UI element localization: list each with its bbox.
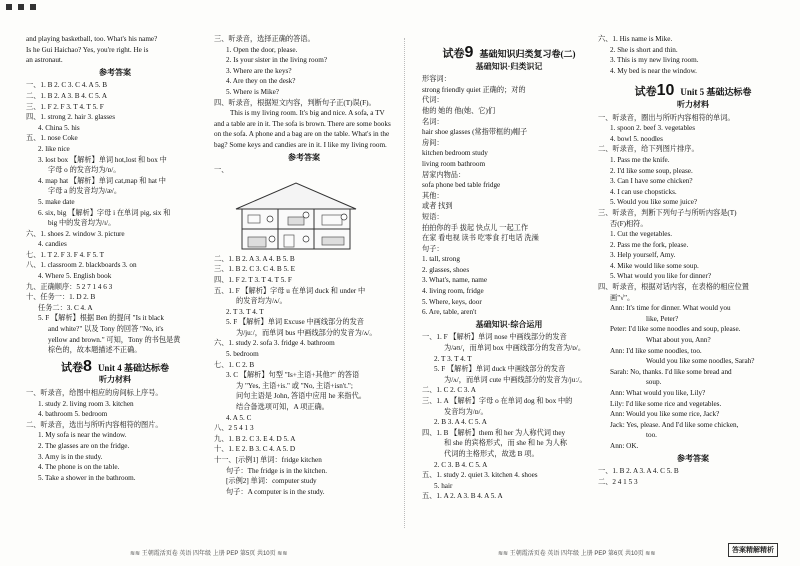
test-title bbox=[422, 44, 596, 61]
text-line: 十一、[示例1] 单词：fridge kitchen bbox=[214, 456, 322, 464]
answers-heading: 参考答案 bbox=[288, 152, 320, 162]
text-line: 2. B 3. A 4. C 5. A bbox=[434, 418, 487, 427]
text-line: big 中的发音均为/ɪ/。 bbox=[48, 219, 116, 228]
text-line: 三、听录音，判断下列句子与所听内容是(T) bbox=[598, 208, 737, 217]
text-line: 5. What would you like for dinner? bbox=[610, 272, 712, 281]
text-line: living room bathroom bbox=[422, 159, 486, 168]
text-line: 1. Open the door, please. bbox=[226, 45, 298, 54]
text-line: 名词： bbox=[422, 117, 444, 126]
text-line: 1. tall, strong bbox=[422, 255, 460, 264]
test-name: Unit 5 基础达标卷 bbox=[680, 87, 752, 98]
text-line: 4. map hat 【解析】单词 cat,map 和 hat 中 bbox=[38, 176, 166, 185]
text-line: 在家 看电视 读书 吃零食 打电话 洗澡 bbox=[422, 234, 539, 243]
text-line: 4. China 5. his bbox=[38, 123, 80, 132]
text-line: 的发音均为/ʌ/。 bbox=[236, 297, 287, 306]
text-line: 一、1. F 【解析】单词 nose 中画线部分的发音 bbox=[422, 333, 567, 342]
text-line: 3. This is my new living room. bbox=[610, 56, 699, 65]
test-name: 基础知识归类复习卷(二) bbox=[479, 49, 576, 59]
text-line: 问句主语是 John, 答语中应用 he 来指代。 bbox=[236, 392, 366, 401]
text-line: 八、2 5 4 1 3 bbox=[214, 424, 254, 433]
text-line: 2. Is your sister in the living room? bbox=[226, 56, 328, 65]
text-line: 3. C 【解析】句型 "Is+主语+其他?" 的答语 bbox=[226, 371, 360, 380]
corner-marks bbox=[6, 4, 36, 10]
text-line: 2. like nice bbox=[38, 144, 70, 153]
page-footer-left: ≋≋ 王朝霞活页卷 英语 四年级 上册 PEP 第5页 共10页 ≋≋ bbox=[130, 551, 288, 557]
text-line: 5. Where, keys, door bbox=[422, 297, 482, 306]
text-line: kitchen bedroom study bbox=[422, 149, 488, 158]
text-line: 三、1. B 2. C 3. C 4. B 5. E bbox=[214, 265, 296, 274]
text-line: Peter: I'd like some noodles and soup, please. bbox=[610, 325, 741, 334]
text-line: 一、 bbox=[214, 166, 229, 175]
text-line: 1. study 2. living room 3. kitchen bbox=[38, 399, 134, 408]
text-line: 为/əʊ/，而单词 box 中画线部分的发音为/ɒ/。 bbox=[444, 344, 586, 353]
text-line: Would you like some noodles, Sarah? bbox=[646, 357, 755, 366]
column-1 bbox=[26, 34, 204, 483]
text-line: 二、1. B 2. A 3. A 4. B 5. B bbox=[214, 254, 295, 263]
text-line: an astronaut. bbox=[26, 56, 63, 65]
text-line: 3. Amy is in the study. bbox=[38, 452, 103, 461]
text-line: 一、1. B 2. A 3. A 4. C 5. B bbox=[598, 467, 679, 476]
text-line: 十、1. E 2. B 3. C 4. A 5. D bbox=[214, 445, 296, 454]
text-line: 3. Where are the keys? bbox=[226, 66, 292, 75]
text-line: too. bbox=[646, 431, 657, 440]
text-line: 十、任务一：1. D 2. B bbox=[26, 293, 96, 302]
text-line: 5. hair bbox=[434, 481, 453, 490]
brand-label: 答案精解精析 bbox=[728, 543, 778, 557]
text-line: 四、1. B 【解析】them 和 her 为人称代词 they bbox=[422, 428, 566, 437]
text-line: 句子： bbox=[422, 244, 444, 253]
text-line: 代词的主格形式，故选 B 项。 bbox=[444, 449, 539, 458]
text-line: 他的 她的 他(她、它)们 bbox=[422, 106, 496, 115]
text-line: Sarah: No, thanks. I'd like some bread and bbox=[610, 367, 732, 376]
text-line: 为/ʌ/，而单词 cute 中画线部分的发音为/juː/。 bbox=[444, 375, 587, 384]
text-line: 4. candies bbox=[38, 240, 67, 249]
text-line: 2. T 3. T 4. T bbox=[226, 307, 264, 316]
text-line: 4. Mike would like some soup. bbox=[610, 261, 699, 270]
listening-passage: This is my living room. It's big and nice. A sofa, a TV and a table are in it. The sofa is brown. There are some books on the sofa. A phone and a bag are on the table. What's in the bag? Some keys and candies are in it. I like my living room. bbox=[214, 109, 391, 149]
text-line: 5. F 【解析】单词 duck 中画线部分的发音 bbox=[434, 365, 566, 374]
text-line: 九、1. B 2. C 3. E 4. D 5. A bbox=[214, 434, 296, 443]
text-line: 结合备选项可知，A 项正确。 bbox=[236, 403, 329, 412]
text-line: yellow and brown." 可知，Tony 的书包是黄 bbox=[48, 335, 181, 344]
text-line: Jack: Yes, please. And I'd like some chicken, bbox=[610, 420, 739, 429]
text-line: 三、1. A 【解析】字母 o 在单词 dog 和 box 中的 bbox=[422, 397, 573, 405]
text-line: 短语： bbox=[422, 212, 444, 221]
text-line: What about you, Ann? bbox=[646, 336, 711, 345]
text-line: like, Peter? bbox=[646, 314, 679, 323]
text-line: 6. Are, table, aren't bbox=[422, 308, 477, 317]
text-line: 字母 o 的发音均为/ɒ/。 bbox=[48, 166, 121, 175]
text-line: and playing basketball, too. What's his name? bbox=[26, 35, 158, 43]
text-line: 拍拍你的手 拔起 快点儿 一起工作 bbox=[422, 223, 529, 232]
text-line: 4. living room, fridge bbox=[422, 287, 484, 296]
text-line: 五、1. F 【解析】字母 u 在单词 duck 和 under 中 bbox=[214, 286, 366, 295]
text-line: 句子：A computer is in the study. bbox=[226, 487, 325, 496]
text-line: 2. T 3. T 4. T bbox=[434, 354, 472, 363]
text-line: 二、听录音，给下列图片排序。 bbox=[598, 145, 699, 154]
text-line: 5. Where is Mike? bbox=[226, 87, 279, 96]
text-line: Ann: It's time for dinner. What would you bbox=[610, 304, 731, 313]
text-line: 3. Help yourself, Amy. bbox=[610, 251, 676, 260]
text-line: 3. Can I have some chicken? bbox=[610, 177, 693, 186]
text-line: 或者 找到 bbox=[422, 202, 453, 211]
text-line: 七、1. C 2. B bbox=[214, 360, 255, 369]
test-title bbox=[26, 357, 204, 375]
text-line: 六、1. His name is Mike. bbox=[598, 35, 673, 43]
section-heading: 听力材料 bbox=[99, 375, 131, 385]
text-line: 1. My sofa is near the window. bbox=[38, 431, 127, 440]
text-line: 5. F 【解析】根据 Ben 的提问 "Is it black bbox=[38, 314, 164, 323]
test-number: 试卷9 bbox=[442, 44, 474, 61]
text-line: Is he Gui Haichao? Yes, you're right. He is bbox=[26, 45, 149, 54]
text-line: 1. Pass me the knife. bbox=[610, 155, 670, 164]
text-line: 5. make date bbox=[38, 197, 75, 206]
text-line: 和 she 的宾格形式，而 she 和 he 为人称 bbox=[444, 439, 567, 448]
text-line: 发音均为/ɒ/。 bbox=[444, 407, 488, 416]
test-name: Unit 4 基础达标卷 bbox=[97, 362, 169, 373]
test-number: 试卷10 bbox=[634, 82, 675, 100]
text-line: 4. bathroom 5. bedroom bbox=[38, 410, 108, 419]
text-line: 否(F)相符。 bbox=[610, 219, 648, 228]
text-line: 为 "Yes, 主语+is." 或 "No, 主语+isn't."; bbox=[236, 381, 353, 390]
text-line: hair shoe glasses (常指带框的)帽子 bbox=[422, 128, 528, 137]
text-line: 一、听录音，圈出与所听内容相符的单词。 bbox=[598, 113, 735, 122]
text-line: 三、1. F 2. F 3. T 4. T 5. F bbox=[26, 102, 104, 111]
text-line: 房间： bbox=[422, 138, 444, 147]
text-line: 任务二：3. C 4. A bbox=[38, 303, 93, 312]
text-line: 1. Cut the vegetables. bbox=[610, 230, 673, 239]
text-line: 5. Take a shower in the bathroom. bbox=[38, 473, 136, 482]
text-line: 六、1. shoes 2. window 3. picture bbox=[26, 229, 125, 238]
text-line: 3. lost box 【解析】单词 hot,lost 和 box 中 bbox=[38, 155, 167, 164]
text-line: 其他： bbox=[422, 191, 444, 200]
text-line: 5. Would you like some juice? bbox=[610, 198, 698, 207]
text-line: Ann: What would you like, Lily? bbox=[610, 389, 706, 397]
column-2 bbox=[214, 34, 394, 497]
text-line: 5. bedroom bbox=[226, 350, 259, 359]
text-line: 字母 a 的发音均为/æ/。 bbox=[48, 187, 122, 196]
text-line: sofa phone bed table fridge bbox=[422, 181, 501, 190]
text-line: 2. glasses, shoes bbox=[422, 265, 470, 274]
text-line: 代词： bbox=[422, 96, 444, 105]
text-line: 5. F 【解析】单词 Excuse 中画线部分的发音 bbox=[226, 318, 364, 327]
text-line: 1. spoon 2. beef 3. vegetables bbox=[610, 124, 696, 133]
text-line: 二、1. B 2. A 3. B 4. C 5. A bbox=[26, 91, 108, 100]
section-heading: 听力材料 bbox=[677, 99, 709, 109]
text-line: 句子：The fridge is in the kitchen. bbox=[226, 466, 328, 475]
text-line: 一、1. B 2. C 3. C 4. A 5. B bbox=[26, 81, 108, 90]
text-line: and white?" 以及 Tony 的回答 "No, it's bbox=[48, 325, 164, 334]
section-heading: 基础知识·综合运用 bbox=[475, 319, 543, 329]
text-line: Ann: I'd like some noodles, too. bbox=[610, 346, 702, 355]
test-number: 试卷8 bbox=[61, 357, 92, 375]
text-line: 2. She is short and thin. bbox=[610, 45, 678, 54]
text-line: Ann: Would you like some rice, Jack? bbox=[610, 410, 720, 419]
text-line: 4. Where 5. English book bbox=[38, 272, 112, 281]
text-line: Ann: OK. bbox=[610, 441, 639, 450]
text-line: 二、1. C 2. C 3. A bbox=[422, 386, 476, 395]
text-line: 九、正确顺序：5 2 7 1 4 6 3 bbox=[26, 282, 113, 291]
column-4 bbox=[598, 34, 788, 487]
text-line: 八、1. classroom 2. blackboards 3. on bbox=[26, 261, 137, 270]
test-title bbox=[598, 82, 788, 100]
text-line: 为/juː/，而单词 bus 中画线部分的发音为/ʌ/。 bbox=[236, 328, 377, 337]
text-line: 2. The glasses are on the fridge. bbox=[38, 441, 130, 450]
text-line: 二、听录音，选出与所听内容相符的图片。 bbox=[26, 420, 163, 429]
text-line: 七、1. T 2. F 3. F 4. F 5. T bbox=[26, 250, 105, 259]
text-line: 居家内物品： bbox=[422, 170, 466, 179]
text-line: 2. C 3. B 4. C 5. A bbox=[434, 460, 488, 469]
text-line: 2. Pass me the fork, please. bbox=[610, 240, 689, 249]
text-line: 3. What's, name, name bbox=[422, 276, 488, 285]
answers-heading: 参考答案 bbox=[99, 67, 131, 77]
text-line: strong friendly quiet 正确的；对的 bbox=[422, 85, 526, 94]
text-line: 棕色的，故本题描述不正确。 bbox=[48, 346, 142, 355]
text-line: 形容词： bbox=[422, 75, 451, 84]
page-divider bbox=[404, 38, 405, 528]
text-line: 4. The phone is on the table. bbox=[38, 463, 120, 472]
section-heading: 基础知识·归类识记 bbox=[475, 61, 543, 71]
house-floorplan-image bbox=[226, 179, 366, 251]
answers-heading: 参考答案 bbox=[677, 453, 709, 463]
column-3 bbox=[422, 34, 596, 502]
text-line: 2. I'd like some soup, please. bbox=[610, 166, 693, 175]
text-line: 4. bowl 5. noodles bbox=[610, 134, 663, 143]
text-line: 一、听录音，给图中相应的房间标上序号。 bbox=[26, 389, 163, 397]
text-line: 4. A 5. C bbox=[226, 413, 252, 422]
text-line: 4. Are they on the desk? bbox=[226, 77, 296, 86]
text-line: 五、1. nose Coke bbox=[26, 134, 78, 143]
text-line: 五、1. study 2. quiet 3. kitchen 4. shoes bbox=[422, 471, 538, 480]
text-line: 画"√"。 bbox=[610, 293, 635, 302]
text-line: [示例2] 单词：computer study bbox=[226, 477, 317, 486]
text-line: 二、2 4 1 5 3 bbox=[598, 477, 638, 486]
text-line: 六、1. study 2. sofa 3. fridge 4. bathroom bbox=[214, 339, 335, 348]
text-line: 4. My bed is near the window. bbox=[610, 66, 697, 75]
text-line: 三、听录音，选择正确的答语。 bbox=[214, 35, 315, 43]
text-line: Lily: I'd like some rice and vegetables. bbox=[610, 399, 722, 408]
text-line: 6. six, big 【解析】字母 i 在单词 pig, six 和 bbox=[38, 208, 171, 217]
text-line: 四、1. F 2. T 3. T 4. T 5. F bbox=[214, 275, 292, 284]
text-line: 五、1. A 2. A 3. B 4. A 5. A bbox=[422, 492, 503, 501]
page-footer-right: ≋≋ 王朝霞活页卷 英语 四年级 上册 PEP 第6页 共10页 ≋≋ bbox=[498, 551, 656, 557]
text-line: 四、听录音，根据短文内容，判断句子正(T)误(F)。 bbox=[214, 98, 376, 107]
text-line: 4. I can use chopsticks. bbox=[610, 187, 677, 196]
text-line: 四、1. strong 2. hair 3. glasses bbox=[26, 113, 116, 122]
text-line: soup. bbox=[646, 378, 662, 387]
text-line: 四、听录音，根据对话内容，在表格的相应位置 bbox=[598, 283, 749, 292]
